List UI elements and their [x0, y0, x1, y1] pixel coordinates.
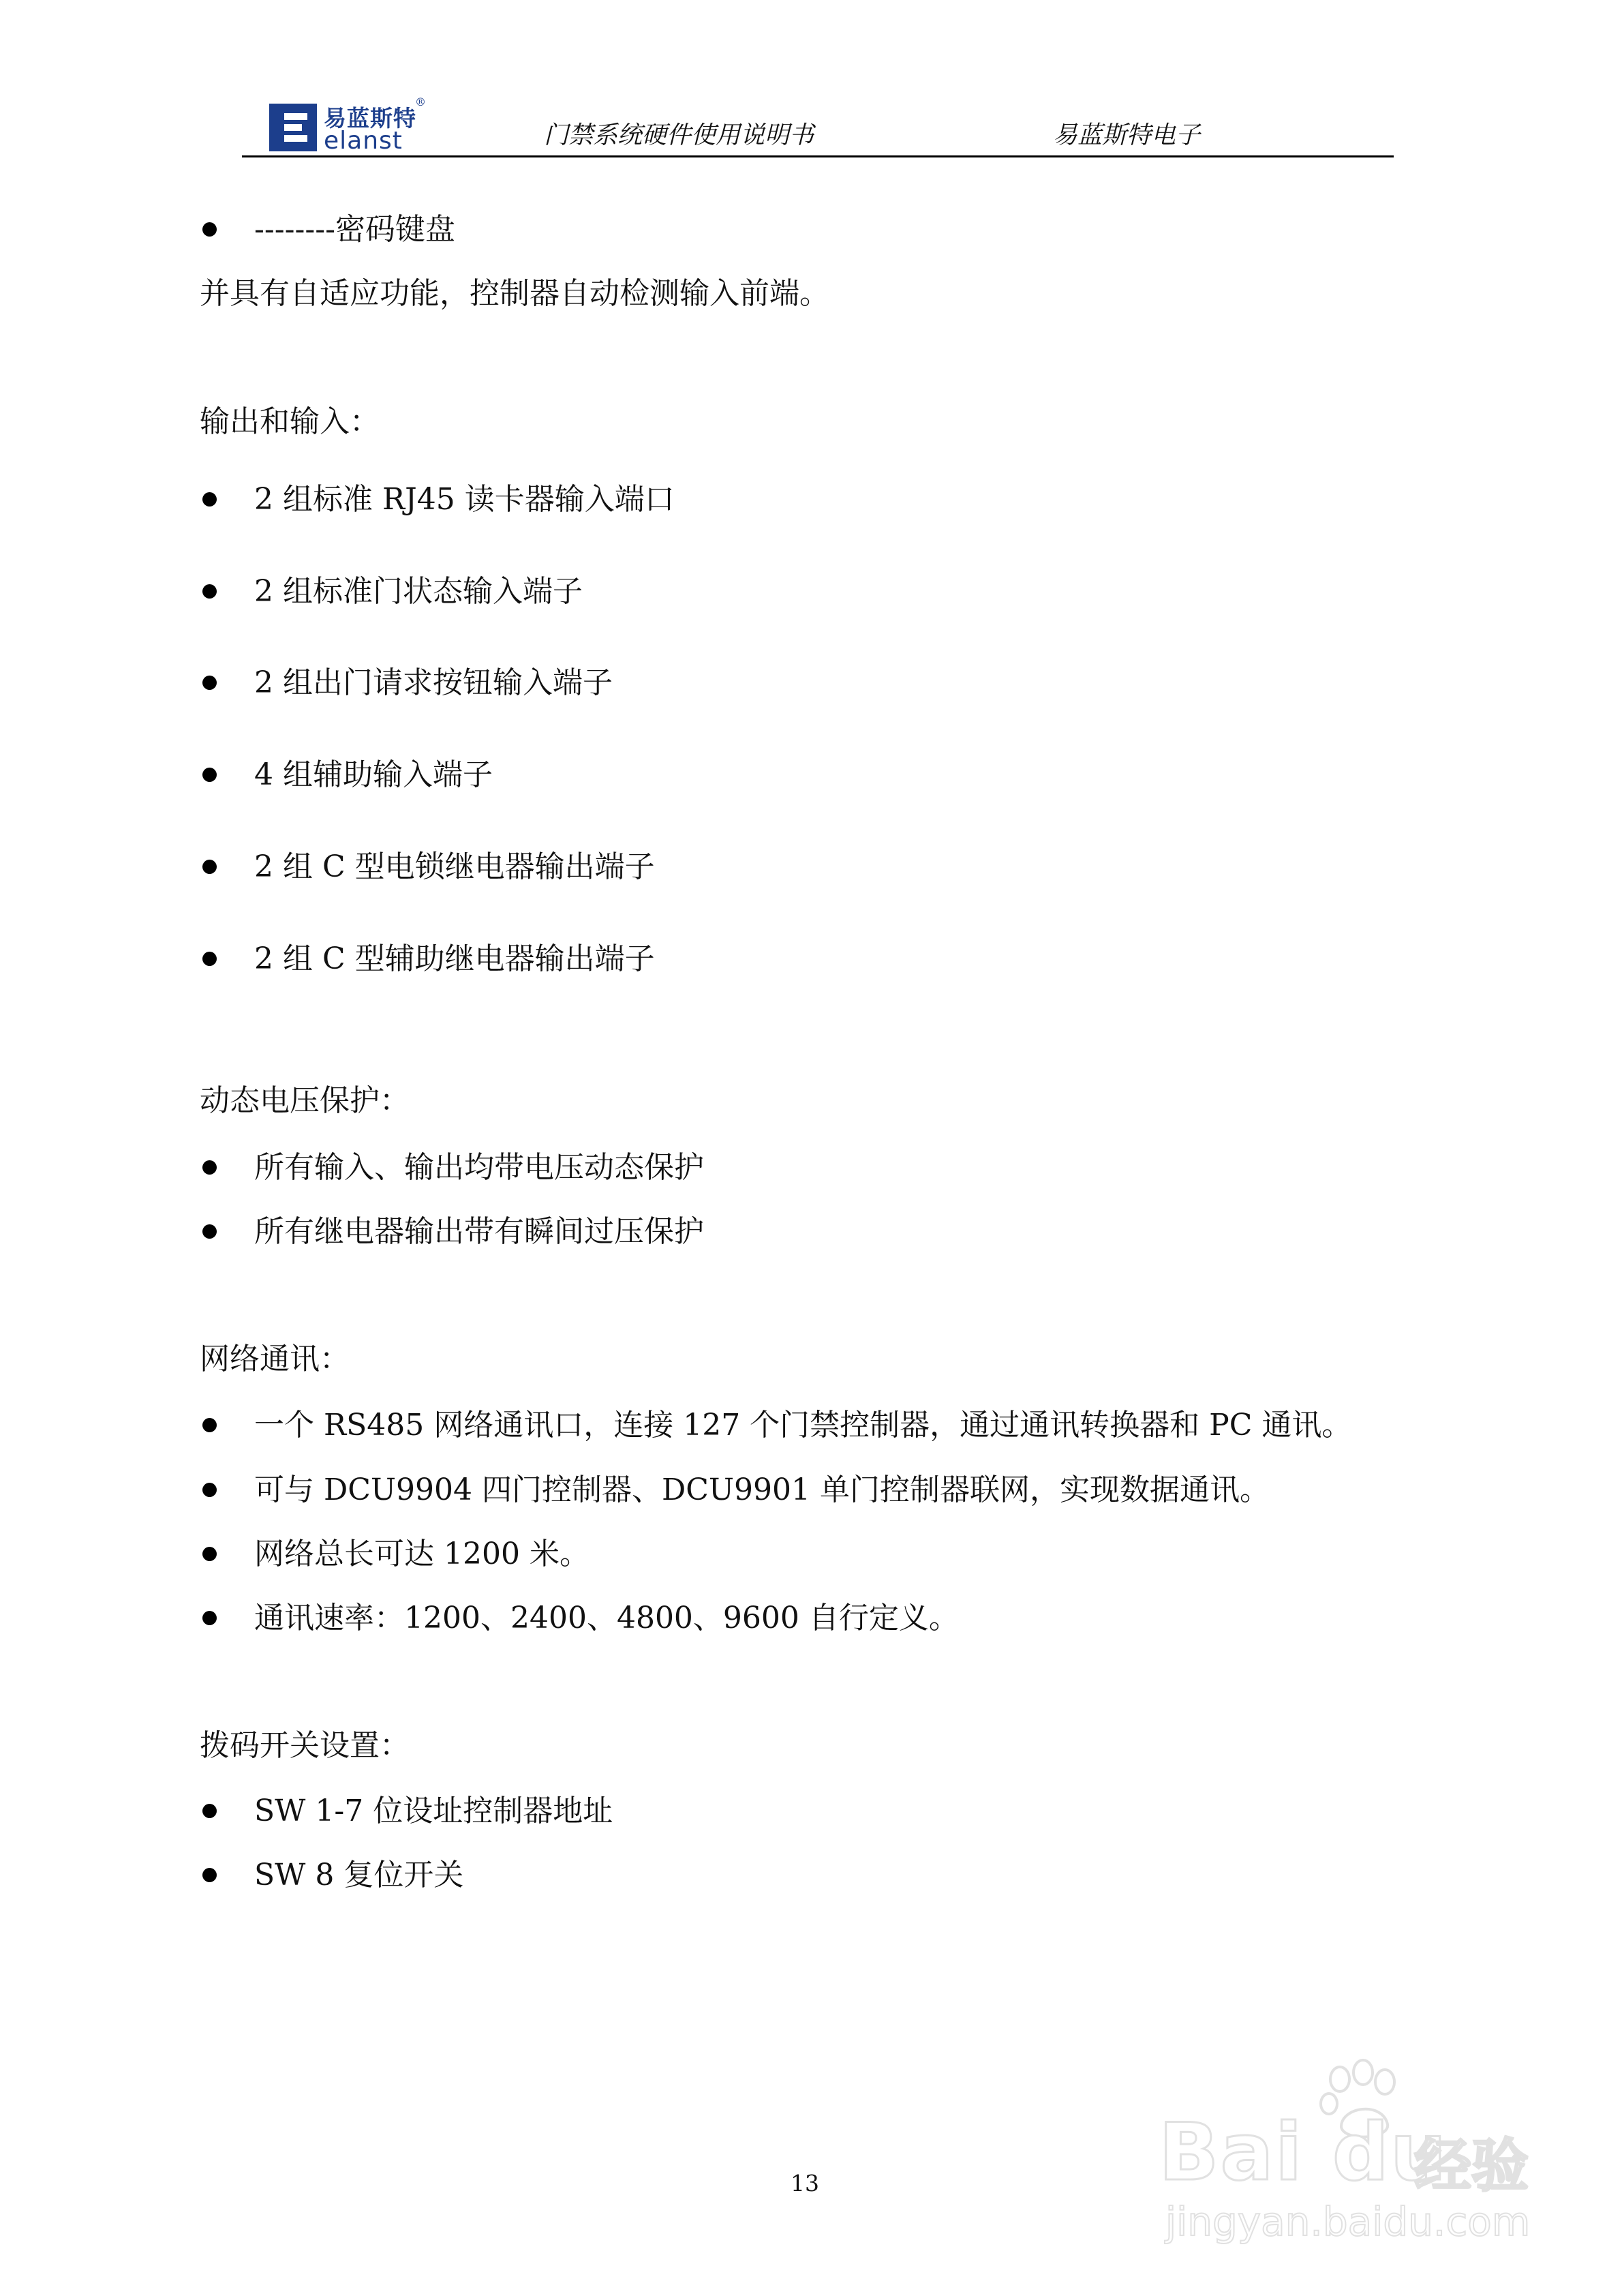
bullet-icon [202, 222, 217, 237]
logo-chinese-name: 易蓝斯特 [324, 105, 416, 132]
bullet-icon [202, 952, 217, 966]
bullet-icon [202, 1804, 217, 1818]
list-item-aux-relay: 2 组 C 型辅助继电器输出端子 [254, 941, 655, 976]
document-title: 门禁系统硬件使用说明书 [544, 121, 814, 149]
list-item-baud-rate: 通讯速率：1200、2400、4800、9600 自行定义。 [254, 1601, 959, 1635]
watermark-main-text: Bai du [1159, 2106, 1448, 2199]
list-item-lock-relay: 2 组 C 型电锁继电器输出端子 [254, 849, 655, 884]
watermark-chinese-text: 经验 [1414, 2132, 1529, 2199]
section-heading-dip: 拨码开关设置： [200, 1728, 410, 1763]
bullet-icon [202, 1160, 217, 1175]
paragraph-adaptive: 并具有自适应功能，控制器自动检测输入前端。 [200, 276, 829, 311]
bullet-icon [202, 1611, 217, 1625]
list-item-sw-address: SW 1-7 位设址控制器地址 [254, 1794, 613, 1828]
list-item-aux-input: 4 组辅助输入端子 [254, 757, 493, 792]
bullet-icon [202, 1483, 217, 1497]
bullet-icon [202, 1547, 217, 1561]
bullet-icon [202, 584, 217, 599]
list-item-relay-protection: 所有继电器输出带有瞬间过压保护 [254, 1214, 704, 1249]
list-item-keypad: --------密码键盘 [254, 212, 455, 247]
registered-mark: ® [415, 95, 426, 108]
baidu-jingyan-watermark [1152, 2059, 1533, 2250]
logo-mark-icon [269, 104, 317, 151]
list-item-length: 网络总长可达 1200 米。 [254, 1537, 590, 1571]
bullet-icon [202, 492, 217, 507]
company-name: 易蓝斯特电子 [1053, 121, 1201, 149]
bullet-icon [202, 1868, 217, 1882]
logo-english-name: elanst [324, 127, 403, 155]
list-item-rj45: 2 组标准 RJ45 读卡器输入端口 [254, 482, 675, 517]
bullet-icon [202, 1418, 217, 1432]
section-heading-network: 网络通讯： [200, 1342, 350, 1376]
bullet-icon [202, 1224, 217, 1239]
bullet-icon [202, 676, 217, 690]
list-item-networking: 可与 DCU9904 四门控制器、DCU9901 单门控制器联网，实现数据通讯。 [254, 1472, 1270, 1507]
list-item-sw-reset: SW 8 复位开关 [254, 1858, 464, 1892]
watermark-url: jingyan.baidu.com [1165, 2199, 1531, 2245]
page-number: 13 [791, 2170, 819, 2196]
bullet-icon [202, 860, 217, 874]
list-item-rs485: 一个 RS485 网络通讯口，连接 127 个门禁控制器，通过通讯转换器和 PC 通讯。 [254, 1408, 1352, 1442]
header-rule [242, 155, 1394, 157]
bullet-icon [202, 768, 217, 782]
list-item-io-protection: 所有输入、输出均带电压动态保护 [254, 1150, 704, 1185]
company-logo [269, 95, 433, 157]
list-item-door-status: 2 组标准门状态输入端子 [254, 574, 583, 609]
section-heading-io: 输出和输入： [200, 404, 380, 439]
list-item-exit-button: 2 组出门请求按钮输入端子 [254, 665, 613, 700]
section-heading-voltage: 动态电压保护： [200, 1083, 410, 1118]
